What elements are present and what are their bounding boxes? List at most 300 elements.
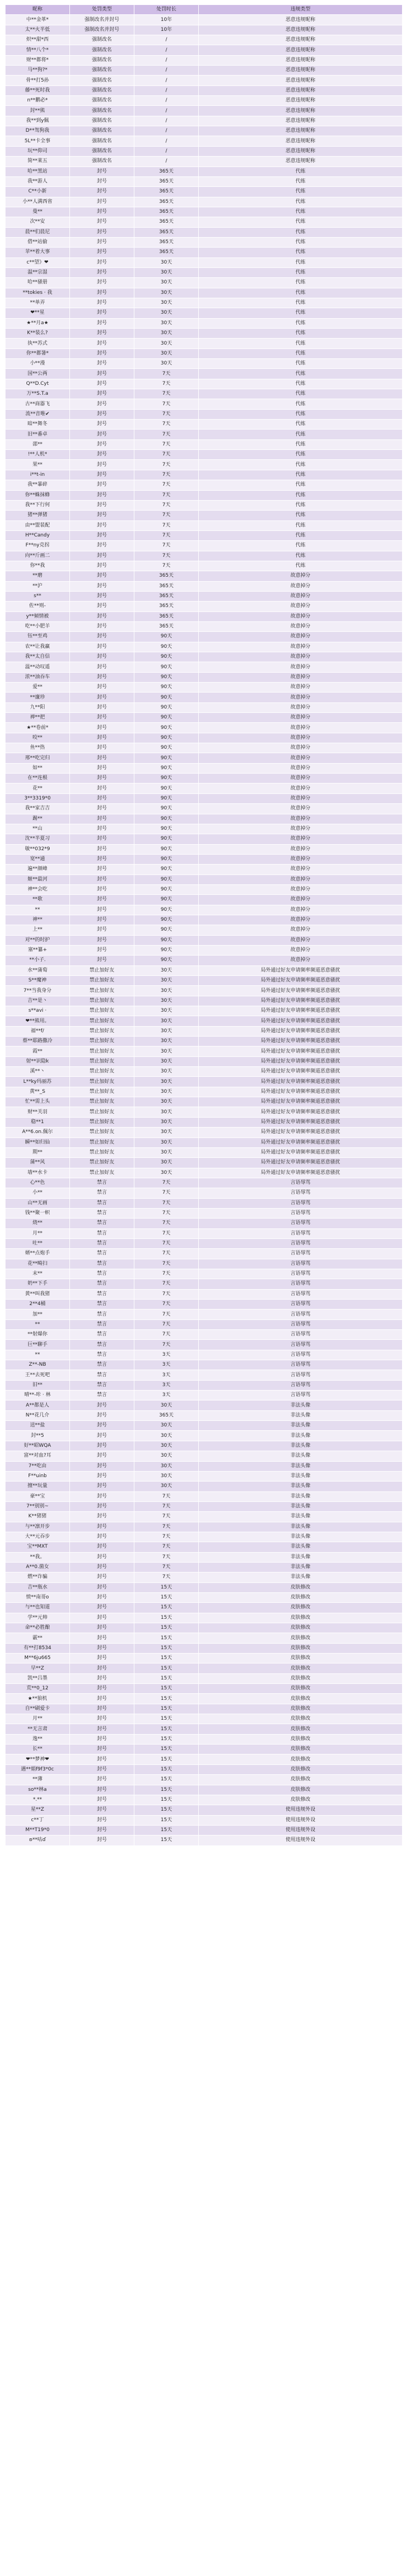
cell-duration: 365天 [134, 237, 199, 247]
cell-penalty-type: 封号 [70, 1431, 134, 1441]
cell-penalty-type: 封号 [70, 318, 134, 328]
cell-nickname: 花** [6, 783, 70, 793]
cell-nickname: 你**我 [6, 561, 70, 571]
cell-penalty-type: 强制改名 [70, 35, 134, 45]
cell-nickname: so**林a [6, 1785, 70, 1795]
cell-penalty-type: 封号 [70, 1734, 134, 1744]
cell-duration: 90天 [134, 915, 199, 925]
table-row [6, 945, 403, 955]
cell-violation-type: 故意掉分 [199, 581, 403, 591]
cell-nickname: 九**阳 [6, 702, 70, 712]
table-row [6, 662, 403, 672]
cell-penalty-type: 封号 [70, 1613, 134, 1623]
cell-violation-type: 恶意违规昵称 [199, 146, 403, 156]
cell-nickname: 吃**小肥羊 [6, 621, 70, 631]
cell-penalty-type: 封号 [70, 632, 134, 642]
cell-nickname: L**ky玛丽苏 [6, 1077, 70, 1087]
cell-penalty-type: 禁止加好友 [70, 1168, 134, 1178]
cell-violation-type: 故意掉分 [199, 672, 403, 682]
cell-duration: 15天 [134, 1673, 199, 1683]
table-row [6, 814, 403, 824]
table-row [6, 1623, 403, 1633]
cell-nickname: 宽**通 [6, 854, 70, 864]
cell-violation-type: 代练 [199, 450, 403, 460]
table-row [6, 1400, 403, 1410]
cell-duration: 30天 [134, 339, 199, 348]
cell-duration: 7天 [134, 409, 199, 419]
table-row [6, 460, 403, 470]
table-row [6, 551, 403, 561]
cell-violation-type: 故意掉分 [199, 945, 403, 955]
cell-violation-type: 故意掉分 [199, 935, 403, 945]
cell-duration: 30天 [134, 1037, 199, 1046]
cell-duration: / [134, 157, 199, 167]
table-row [6, 1441, 403, 1451]
cell-penalty-type: 封号 [70, 1482, 134, 1491]
cell-duration: 7天 [134, 561, 199, 571]
cell-duration: 30天 [134, 1026, 199, 1036]
cell-violation-type: 言语辱骂 [199, 1300, 403, 1310]
cell-penalty-type: 封号 [70, 1582, 134, 1592]
table-row [6, 1552, 403, 1562]
cell-violation-type: 使用违规外设 [199, 1805, 403, 1815]
cell-penalty-type: 封号 [70, 1663, 134, 1673]
table-row [6, 702, 403, 712]
cell-violation-type: 局外通过好友申请频率频道恶意骚扰 [199, 1117, 403, 1127]
cell-penalty-type: 封号 [70, 905, 134, 915]
cell-violation-type: 局外通过好友申请频率频道恶意骚扰 [199, 1137, 403, 1147]
cell-duration: 7天 [134, 389, 199, 399]
cell-penalty-type: 禁止加好友 [70, 1128, 134, 1137]
cell-violation-type: 恶意违规昵称 [199, 136, 403, 146]
cell-violation-type: 言语辱骂 [199, 1219, 403, 1228]
cell-penalty-type: 禁言 [70, 1370, 134, 1380]
cell-violation-type: 恶意违规昵称 [199, 85, 403, 95]
cell-penalty-type: 封号 [70, 298, 134, 308]
cell-violation-type: 皮肤修改 [199, 1673, 403, 1683]
cell-violation-type: 皮肤修改 [199, 1684, 403, 1694]
cell-duration: 30天 [134, 1067, 199, 1077]
cell-duration: 30天 [134, 986, 199, 996]
cell-violation-type: 恶意违规昵称 [199, 35, 403, 45]
cell-violation-type: 局外通过好友申请频率频道恶意骚扰 [199, 965, 403, 975]
table-row [6, 561, 403, 571]
cell-nickname: ★**狼机 [6, 1694, 70, 1704]
table-row [6, 1128, 403, 1137]
cell-penalty-type: 封号 [70, 348, 134, 358]
cell-penalty-type: 禁言 [70, 1178, 134, 1188]
cell-duration: 30天 [134, 329, 199, 339]
cell-penalty-type: 禁止加好友 [70, 1158, 134, 1168]
cell-duration: 90天 [134, 683, 199, 693]
cell-penalty-type: 封号 [70, 551, 134, 561]
table-row [6, 530, 403, 540]
table-row [6, 308, 403, 318]
cell-violation-type: 故意掉分 [199, 611, 403, 621]
cell-duration: 7天 [134, 470, 199, 480]
cell-duration: 90天 [134, 763, 199, 773]
cell-violation-type: 皮肤修改 [199, 1785, 403, 1795]
cell-duration: 365天 [134, 167, 199, 176]
cell-violation-type: 代练 [199, 480, 403, 490]
cell-nickname: 我**到y佩 [6, 116, 70, 126]
cell-duration: 90天 [134, 632, 199, 642]
cell-nickname: 蒲**风 [6, 1158, 70, 1168]
cell-duration: 3天 [134, 1350, 199, 1360]
cell-penalty-type: 封号 [70, 1592, 134, 1602]
cell-duration: 30天 [134, 1400, 199, 1410]
cell-nickname: 月** [6, 1714, 70, 1724]
cell-nickname: 大**元吞步 [6, 1532, 70, 1542]
cell-penalty-type: 封号 [70, 1552, 134, 1562]
cell-duration: 7天 [134, 1512, 199, 1522]
cell-duration: 90天 [134, 652, 199, 662]
cell-violation-type: 言语辱骂 [199, 1178, 403, 1188]
cell-nickname: 浓**油吞车 [6, 672, 70, 682]
cell-duration: 15天 [134, 1643, 199, 1653]
table-row [6, 763, 403, 773]
cell-penalty-type: 禁言 [70, 1259, 134, 1269]
cell-violation-type: 非法头像 [199, 1410, 403, 1420]
table-row [6, 1279, 403, 1289]
cell-duration: 3天 [134, 1360, 199, 1370]
cell-violation-type: 非法头像 [199, 1441, 403, 1451]
cell-duration: 10年 [134, 25, 199, 35]
cell-penalty-type: 封号 [70, 187, 134, 197]
cell-nickname: 遍**颜峰 [6, 865, 70, 874]
cell-violation-type: 非法头像 [199, 1501, 403, 1511]
cell-violation-type: 局外通过好友申请频率频道恶意骚扰 [199, 1168, 403, 1178]
cell-violation-type: 局外通过好友申请频率频道恶意骚扰 [199, 1147, 403, 1157]
cell-penalty-type: 封号 [70, 207, 134, 217]
cell-violation-type: 恶意违规昵称 [199, 116, 403, 126]
table-row [6, 389, 403, 399]
cell-duration: 7天 [134, 1219, 199, 1228]
table-row [6, 1684, 403, 1694]
cell-penalty-type: 禁言 [70, 1238, 134, 1248]
cell-violation-type: 非法头像 [199, 1421, 403, 1431]
cell-nickname: 送**盐 [6, 1421, 70, 1431]
cell-nickname: 与**凛开步 [6, 1522, 70, 1532]
cell-duration: 90天 [134, 945, 199, 955]
table-row [6, 1006, 403, 1016]
table-row [6, 167, 403, 176]
cell-nickname: y**倾情被 [6, 611, 70, 621]
cell-duration: 365天 [134, 611, 199, 621]
cell-duration: 15天 [134, 1714, 199, 1724]
cell-nickname: 太**火半低 [6, 25, 70, 35]
cell-nickname: 借**站偷 [6, 237, 70, 247]
cell-violation-type: 恶意违规昵称 [199, 106, 403, 116]
table-row [6, 1228, 403, 1238]
cell-nickname: **磨 [6, 571, 70, 581]
table-row [6, 248, 403, 257]
cell-nickname: 爱** [6, 683, 70, 693]
cell-violation-type: 代练 [199, 530, 403, 540]
cell-duration: 7天 [134, 520, 199, 530]
cell-penalty-type: 禁言 [70, 1310, 134, 1319]
cell-violation-type: 非法头像 [199, 1552, 403, 1562]
cell-duration: / [134, 116, 199, 126]
cell-penalty-type: 封号 [70, 1836, 134, 1845]
cell-penalty-type: 封号 [70, 257, 134, 267]
table-row [6, 621, 403, 631]
cell-penalty-type: 强制改名并封号 [70, 15, 134, 25]
cell-violation-type: 代练 [199, 470, 403, 480]
table-row [6, 217, 403, 227]
cell-penalty-type: 封号 [70, 804, 134, 814]
cell-violation-type: 言语辱骂 [199, 1360, 403, 1370]
cell-nickname: 执**苏式 [6, 339, 70, 348]
cell-violation-type: 皮肤修改 [199, 1623, 403, 1633]
cell-penalty-type: 封号 [70, 197, 134, 207]
cell-penalty-type: 封号 [70, 874, 134, 884]
cell-penalty-type: 封号 [70, 237, 134, 247]
cell-duration: 30天 [134, 1421, 199, 1431]
table-row [6, 1654, 403, 1663]
cell-violation-type: 故意掉分 [199, 834, 403, 844]
cell-duration: 15天 [134, 1764, 199, 1774]
table-row [6, 1815, 403, 1825]
cell-penalty-type: 禁止加好友 [70, 1016, 134, 1026]
cell-penalty-type: 封号 [70, 1673, 134, 1683]
table-row [6, 1330, 403, 1340]
cell-nickname: 心**色 [6, 1178, 70, 1188]
cell-violation-type: 非法头像 [199, 1451, 403, 1461]
cell-nickname: 逸** [6, 1734, 70, 1744]
cell-nickname: 王**去死吧 [6, 1370, 70, 1380]
cell-violation-type: 故意掉分 [199, 895, 403, 905]
cell-penalty-type: 封号 [70, 339, 134, 348]
cell-nickname: 邢**吃完归 [6, 753, 70, 763]
cell-violation-type: 代练 [199, 176, 403, 186]
table-row [6, 884, 403, 894]
cell-duration: 7天 [134, 1289, 199, 1299]
cell-penalty-type: 封号 [70, 248, 134, 257]
table-row [6, 227, 403, 237]
cell-nickname: **射爆你 [6, 1330, 70, 1340]
cell-nickname: A**都是人 [6, 1400, 70, 1410]
cell-violation-type: 言语辱骂 [199, 1238, 403, 1248]
cell-duration: 15天 [134, 1785, 199, 1795]
cell-duration: 365天 [134, 187, 199, 197]
column-header-violation-type: 违规类型 [199, 5, 403, 15]
table-row [6, 1724, 403, 1734]
cell-violation-type: 使用违规外设 [199, 1825, 403, 1835]
cell-penalty-type: 封号 [70, 1704, 134, 1714]
cell-duration: 30天 [134, 1451, 199, 1461]
table-row [6, 1037, 403, 1046]
cell-penalty-type: 封号 [70, 571, 134, 581]
cell-duration: 90天 [134, 743, 199, 753]
penalty-table [5, 4, 403, 1846]
cell-nickname: 邵** [6, 439, 70, 449]
cell-duration: 30天 [134, 308, 199, 318]
cell-nickname: 婿**点炮手 [6, 1249, 70, 1259]
table-row [6, 1491, 403, 1501]
cell-duration: 30天 [134, 1158, 199, 1168]
cell-nickname: D**驾狗我 [6, 126, 70, 136]
cell-penalty-type: 强制改名 [70, 76, 134, 85]
column-header-nickname: 昵称 [6, 5, 70, 15]
cell-violation-type: 代练 [199, 267, 403, 277]
cell-penalty-type: 禁止加好友 [70, 1137, 134, 1147]
cell-nickname: 骨**打5孙 [6, 76, 70, 85]
cell-duration: 30天 [134, 1441, 199, 1451]
cell-penalty-type: 封号 [70, 167, 134, 176]
cell-duration: 30天 [134, 257, 199, 267]
cell-nickname: 富**对血?耳 [6, 1451, 70, 1461]
cell-violation-type: 故意掉分 [199, 662, 403, 672]
cell-nickname: 沈**半夏习 [6, 834, 70, 844]
cell-penalty-type: 强制改名并封号 [70, 25, 134, 35]
cell-nickname: 旧**番卓 [6, 430, 70, 439]
table-row [6, 571, 403, 581]
cell-duration: 30天 [134, 1077, 199, 1087]
cell-duration: 30天 [134, 267, 199, 277]
cell-violation-type: 恶意违规昵称 [199, 96, 403, 106]
cell-violation-type: 局外通过好友申请频率频道恶意骚扰 [199, 1128, 403, 1137]
cell-duration: 15天 [134, 1603, 199, 1613]
cell-penalty-type: 禁止加好友 [70, 1006, 134, 1016]
cell-duration: 15天 [134, 1633, 199, 1643]
table-row [6, 541, 403, 551]
cell-nickname: M**6ju665 [6, 1654, 70, 1663]
table-row [6, 1137, 403, 1147]
cell-duration: 90天 [134, 774, 199, 783]
table-row [6, 1461, 403, 1471]
cell-duration: 7天 [134, 511, 199, 520]
cell-nickname: 咬** [6, 733, 70, 743]
cell-violation-type: 皮肤修改 [199, 1704, 403, 1714]
table-row [6, 1451, 403, 1461]
cell-violation-type: 言语辱骂 [199, 1289, 403, 1299]
cell-nickname: 神**会吃 [6, 884, 70, 894]
cell-nickname: Z**-NB [6, 1360, 70, 1370]
cell-violation-type: 故意掉分 [199, 793, 403, 803]
cell-duration: 7天 [134, 480, 199, 490]
cell-penalty-type: 强制改名 [70, 106, 134, 116]
table-row [6, 895, 403, 905]
cell-duration: 90天 [134, 804, 199, 814]
table-row [6, 581, 403, 591]
table-row [6, 490, 403, 500]
table-row [6, 1269, 403, 1279]
cell-nickname: 小**人满西省 [6, 197, 70, 207]
cell-duration: 10年 [134, 15, 199, 25]
cell-violation-type: 局外通过好友申请频率频道恶意骚扰 [199, 1077, 403, 1087]
cell-nickname: 敏**032*9 [6, 844, 70, 854]
cell-nickname: 吐** [6, 1238, 70, 1248]
cell-nickname: ★**月a★ [6, 318, 70, 328]
cell-violation-type: 皮肤修改 [199, 1764, 403, 1774]
cell-nickname: 遇**娟f9f3*0c [6, 1764, 70, 1774]
cell-violation-type: 局外通过好友申请频率频道恶意骚扰 [199, 1016, 403, 1026]
cell-nickname: 如** [6, 763, 70, 773]
cell-violation-type: 言语辱骂 [199, 1370, 403, 1380]
cell-duration: 7天 [134, 1330, 199, 1340]
cell-duration: 90天 [134, 824, 199, 834]
cell-duration: 365天 [134, 621, 199, 631]
cell-violation-type: 代练 [199, 248, 403, 257]
cell-nickname: ʚ**咕ɗ [6, 1836, 70, 1845]
cell-nickname: 稳**1 [6, 1117, 70, 1127]
cell-penalty-type: 封号 [70, 450, 134, 460]
table-row [6, 1350, 403, 1360]
table-row [6, 1542, 403, 1552]
cell-violation-type: 代练 [199, 197, 403, 207]
cell-nickname: 末** [6, 1269, 70, 1279]
cell-violation-type: 言语辱骂 [199, 1198, 403, 1208]
cell-duration: 3天 [134, 1391, 199, 1400]
cell-duration: 365天 [134, 248, 199, 257]
cell-penalty-type: 封号 [70, 1643, 134, 1653]
cell-violation-type: 故意掉分 [199, 865, 403, 874]
table-row [6, 1380, 403, 1390]
table-row [6, 1582, 403, 1592]
cell-nickname: 上** [6, 925, 70, 935]
cell-violation-type: 故意掉分 [199, 956, 403, 965]
table-row [6, 976, 403, 986]
cell-violation-type: 代练 [199, 409, 403, 419]
cell-violation-type: 故意掉分 [199, 591, 403, 601]
cell-violation-type: 故意掉分 [199, 824, 403, 834]
cell-duration: 7天 [134, 1300, 199, 1310]
table-row [6, 1198, 403, 1208]
cell-nickname: 溪**丶 [6, 1067, 70, 1077]
cell-violation-type: 代练 [199, 329, 403, 339]
table-row [6, 1522, 403, 1532]
cell-penalty-type: 强制改名 [70, 136, 134, 146]
cell-violation-type: 言语辱骂 [199, 1319, 403, 1329]
cell-nickname: 学**元帅 [6, 1613, 70, 1623]
cell-penalty-type: 禁言 [70, 1360, 134, 1370]
cell-nickname: K**装么? [6, 329, 70, 339]
cell-duration: 7天 [134, 490, 199, 500]
cell-penalty-type: 强制改名 [70, 45, 134, 55]
cell-penalty-type: 封号 [70, 652, 134, 662]
cell-violation-type: 非法头像 [199, 1461, 403, 1471]
table-row [6, 1391, 403, 1400]
cell-nickname: 姬**最河 [6, 874, 70, 884]
cell-violation-type: 代练 [199, 561, 403, 571]
cell-penalty-type: 封号 [70, 895, 134, 905]
cell-violation-type: 代练 [199, 359, 403, 369]
table-row [6, 1067, 403, 1077]
cell-duration: 365天 [134, 602, 199, 611]
cell-penalty-type: 封号 [70, 581, 134, 591]
cell-duration: / [134, 66, 199, 76]
cell-nickname: 国**公两 [6, 369, 70, 379]
cell-nickname: 在**连根 [6, 774, 70, 783]
cell-nickname: K**猪猪 [6, 1512, 70, 1522]
table-row [6, 237, 403, 247]
cell-penalty-type: 禁言 [70, 1330, 134, 1340]
cell-duration: 90天 [134, 793, 199, 803]
cell-penalty-type: 封号 [70, 460, 134, 470]
cell-nickname: 鱼**热 [6, 743, 70, 753]
cell-nickname: 玩**仰司 [6, 146, 70, 156]
table-row [6, 329, 403, 339]
cell-penalty-type: 封号 [70, 1654, 134, 1663]
cell-duration: 3天 [134, 1370, 199, 1380]
cell-nickname: 花**畸扫 [6, 1259, 70, 1269]
cell-penalty-type: 封号 [70, 267, 134, 277]
cell-violation-type: 代练 [199, 167, 403, 176]
penalty-list [5, 4, 402, 1846]
cell-penalty-type: 禁言 [70, 1380, 134, 1390]
table-header [6, 5, 403, 15]
